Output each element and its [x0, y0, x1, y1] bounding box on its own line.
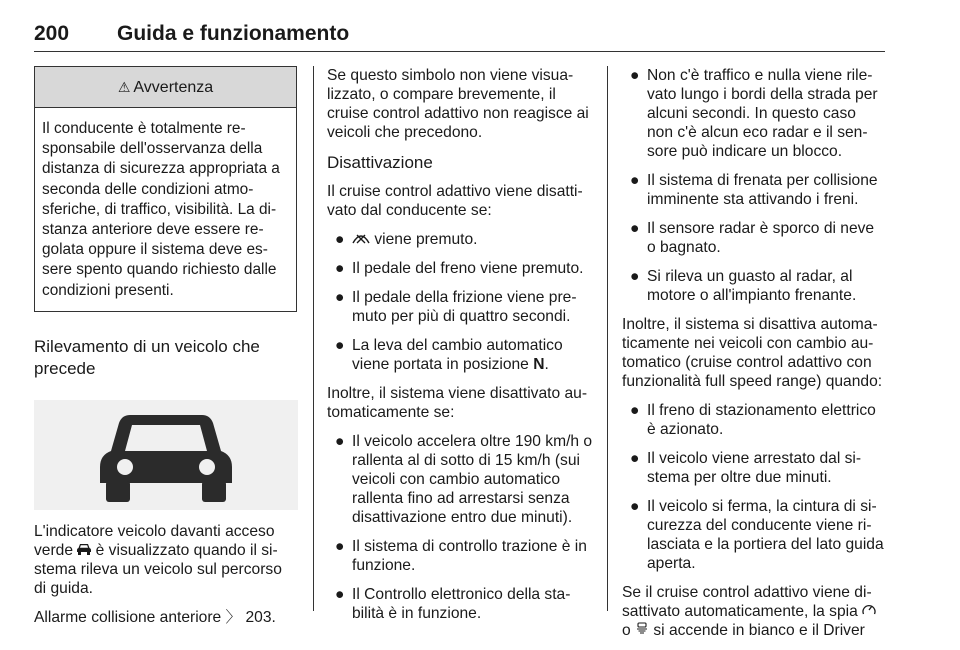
page-number: 200 [34, 22, 70, 45]
list-item: ● Il sensore radar è sporco di neve o bagnato. [630, 220, 875, 256]
indicator-light-paragraph: Se il cruise control adattivo viene disattivato automaticamente, la spia o si accende in bianco e il Driver [622, 583, 886, 640]
auto-deactivation-intro: Inoltre, il sistema viene disattivato automaticamente se: [327, 385, 588, 421]
warning-header [35, 67, 296, 108]
deactivation-conditions-list [622, 66, 886, 305]
manual-deactivation-list [327, 230, 593, 374]
warning-body: Il conducente è totalmente responsabile dell'osservanza della distanza di sicurezza appropriata a seconda delle condizioni atmosferiche, di traffico, visibilità. La distanza anteriore deve essere regolata oppure il sistema deve essere spento quando richiesto dalle condizioni presenti. [42, 120, 280, 299]
warning-title: Avvertenza [133, 78, 214, 96]
page-header [34, 22, 914, 54]
list-item: ● Il sistema di frenata per collisione imminente sta attivando i freni. [630, 172, 878, 208]
list-item: ● Il pedale del freno viene premuto. [335, 260, 584, 277]
car-front-icon [100, 411, 232, 502]
warning-icon: ⚠ [117, 78, 131, 95]
gear-position-n: N [533, 356, 545, 373]
vehicle-ahead-description: L'indicatore veicolo davanti acceso verde è visualizzato quando il sistema rileva un veicolo sul percorso di guida. [34, 522, 282, 597]
column-divider [313, 66, 314, 611]
cruise-cancel-icon [352, 230, 370, 249]
column-3 [622, 66, 886, 650]
reference-arrow-icon: 〉 [225, 608, 242, 626]
list-item: ● Non c'è traffico e nulla viene rilevato lungo i bordi della strada per alcuni secondi. In questo caso non c'è alcun eco radar e il sensore può indicare un blocco. [630, 67, 878, 160]
header-rule [34, 51, 885, 52]
warning-box [34, 66, 297, 312]
section-heading-deactivation: Disattivazione [327, 153, 433, 172]
list-item: ● Il sistema di controllo trazione è in funzione. [335, 538, 587, 574]
list-item: ● Il pedale della frizione viene premuto per più di quattro secondi. [335, 289, 577, 325]
list-item: ● Il veicolo si ferma, la cintura di sicurezza del conducente viene rilasciata e la portiera del lato guida aperta. [630, 498, 884, 572]
list-item: ● Il veicolo accelera oltre 190 km/h o rallenta al di sotto di 15 km/h (sui veicoli con cambio automatico rallenta fino ad arrestarsi senza disattivazione entro due minuti). [335, 433, 593, 526]
column-2 [327, 66, 593, 633]
auto-deactivation-list [327, 432, 593, 623]
collision-alert-reference: Allarme collisione anteriore 〉 203. [34, 608, 276, 626]
symbol-not-shown-paragraph: Se questo simbolo non viene visualizzato, o compare brevemente, il cruise control adattivo non reagisce ai veicoli che precedono. [327, 67, 589, 141]
page-title: Guida e funzionamento [117, 22, 350, 45]
car-front-icon [77, 541, 91, 560]
column-1 [34, 66, 298, 637]
cruise-control-icon [862, 602, 876, 621]
full-speed-range-list [622, 401, 886, 573]
automatic-transmission-paragraph: Inoltre, il sistema si disattiva automaticamente nei veicoli con cambio automatico (cruise control adattivo con funzionalità full speed range) quando: [622, 316, 883, 390]
column-divider [607, 66, 608, 611]
list-item: ● Il freno di stazionamento elettrico è azionato. [630, 402, 876, 438]
list-item: ● viene premuto. [335, 231, 478, 248]
manual-deactivation-intro: Il cruise control adattivo viene disattivato dal conducente se: [327, 183, 583, 219]
vehicle-ahead-illustration [34, 400, 298, 510]
section-heading-vehicle-ahead: Rilevamento di un veicolo che precede [34, 336, 260, 378]
list-item: ● La leva del cambio automatico viene portata in posizione N. [335, 337, 563, 373]
list-item: ● Si rileva un guasto al radar, al motore o all'impianto frenante. [630, 268, 857, 304]
list-item: ● Il veicolo viene arrestato dal sistema per oltre due minuti. [630, 450, 862, 486]
list-item: ● Il Controllo elettronico della stabilità è in funzione. [335, 586, 571, 622]
adaptive-cruise-icon [635, 621, 649, 640]
